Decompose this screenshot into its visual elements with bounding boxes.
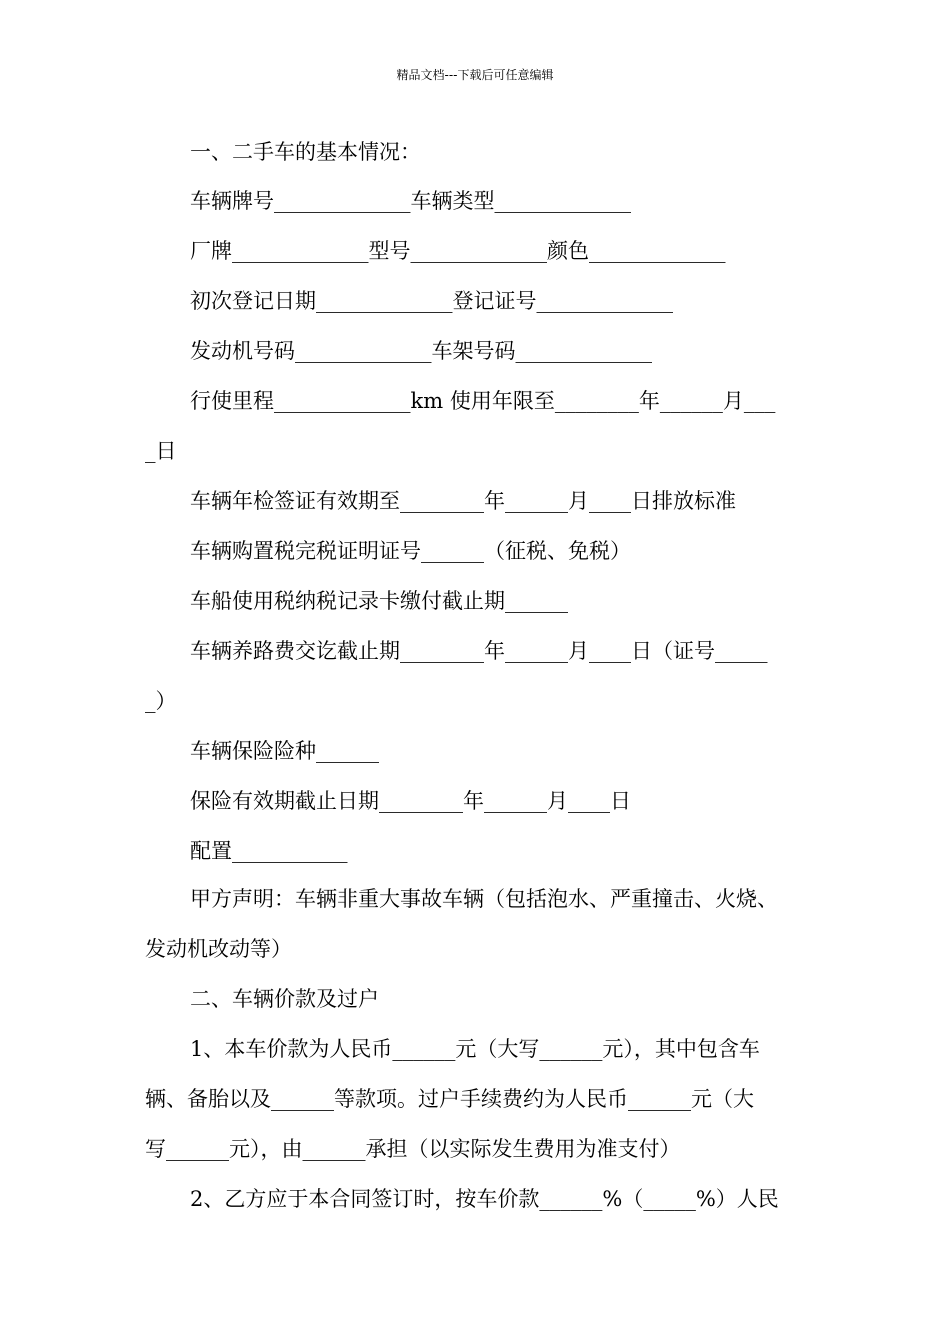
road-fee-line-cont: _） xyxy=(145,689,177,713)
insurance-expiry-line: 保险有效期截止日期________年______月____日 xyxy=(190,789,631,813)
purchase-tax-line: 车辆购置税完税证明证号______（征税、免税） xyxy=(190,539,631,563)
road-fee-line: 车辆养路费交讫截止期________年______月____日（证号_____ xyxy=(190,639,768,663)
registration-line: 初次登记日期_____________登记证号_____________ xyxy=(190,289,673,313)
page-header: 精品文档---下载后可任意编辑 xyxy=(396,68,554,82)
party-a-statement: 甲方声明：车辆非重大事故车辆（包括泡水、严重撞击、火烧、 xyxy=(190,887,778,911)
engine-frame-line: 发动机号码_____________车架号码_____________ xyxy=(190,339,652,363)
clause-1-line-3: 写______元），由______承担（以实际发生费用为准支付） xyxy=(145,1137,681,1161)
clause-2-line-1: 2、乙方应于本合同签订时，按车价款______%（_____%）人民 xyxy=(190,1187,779,1211)
clause-1-line-1: 1、本车价款为人民币______元（大写______元），其中包含车 xyxy=(190,1037,760,1061)
section-1-heading: 一、二手车的基本情况： xyxy=(190,140,421,164)
plate-type-line: 车辆牌号_____________车辆类型_____________ xyxy=(190,189,631,213)
section-2-heading: 二、车辆价款及过户 xyxy=(190,987,379,1011)
mileage-line-cont: _日 xyxy=(145,439,177,463)
clause-1-line-2: 辆、备胎以及______等款项。过户手续费约为人民币______元（大 xyxy=(145,1087,754,1111)
insurance-type-line: 车辆保险险种______ xyxy=(190,739,379,763)
vessel-tax-line: 车船使用税纳税记录卡缴付截止期______ xyxy=(190,589,568,613)
inspection-line: 车辆年检签证有效期至________年______月____日排放标准 xyxy=(190,489,736,513)
party-a-statement-cont: 发动机改动等） xyxy=(145,937,292,961)
configuration-line: 配置___________ xyxy=(190,839,348,863)
mileage-line: 行使里程_____________km 使用年限至________年______月___ xyxy=(190,389,776,413)
brand-model-color-line: 厂牌_____________型号_____________颜色_____________ xyxy=(190,239,726,263)
